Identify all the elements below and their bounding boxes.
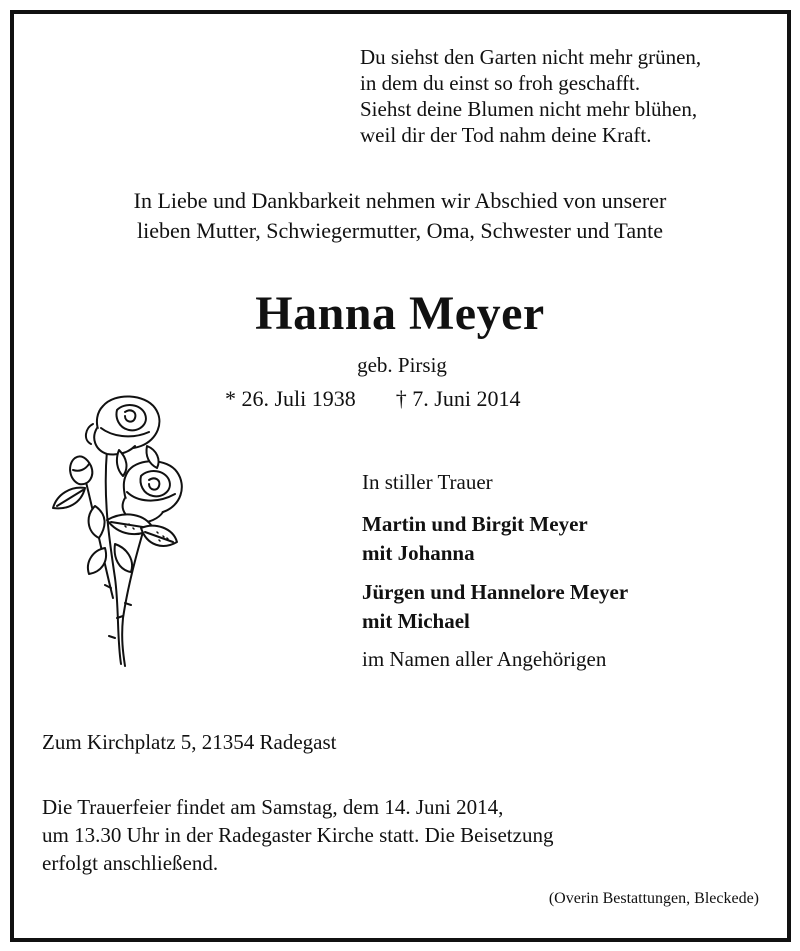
maiden-name: geb. Pirsig — [357, 353, 447, 377]
death-date: † 7. Juni 2014 — [395, 386, 521, 411]
relatives-note: im Namen aller Angehörigen — [362, 647, 607, 671]
poem-line: in dem du einst so froh geschafft. — [360, 71, 641, 95]
service-line: erfolgt anschließend. — [42, 851, 219, 875]
family-group — [362, 510, 588, 568]
poem-line: weil dir der Tod nahm deine Kraft. — [360, 123, 652, 147]
family-line: mit Michael — [362, 609, 470, 633]
service-info — [42, 793, 553, 877]
intro-line: In Liebe und Dankbarkeit nehmen wir Abschied von unserer — [133, 188, 667, 213]
birth-date: * 26. Juli 1938 — [225, 386, 356, 411]
address: Zum Kirchplatz 5, 21354 Radegast — [42, 730, 337, 754]
intro-text — [0, 186, 800, 246]
service-line: um 13.30 Uhr in der Radegaster Kirche statt. Die Beisetzung — [42, 823, 554, 847]
family-group — [362, 578, 628, 636]
family-line: Martin und Birgit Meyer — [362, 512, 588, 536]
service-line: Die Trauerfeier findet am Samstag, dem 14. Juni 2014, — [42, 795, 504, 819]
intro-line: lieben Mutter, Schwiegermutter, Oma, Schwester und Tante — [137, 218, 663, 243]
rose-icon — [45, 388, 195, 670]
poem-line: Du siehst den Garten nicht mehr grünen, — [360, 45, 702, 69]
deceased-name: Hanna Meyer — [255, 287, 545, 340]
family-line: Jürgen und Hannelore Meyer — [362, 580, 629, 604]
poem-line: Siehst deine Blumen nicht mehr blühen, — [360, 97, 698, 121]
family-line: mit Johanna — [362, 541, 475, 565]
undertaker-credit: (Overin Bestattungen, Bleckede) — [548, 890, 759, 907]
mourning-intro: In stiller Trauer — [362, 470, 493, 494]
poem — [360, 44, 701, 148]
life-dates — [225, 386, 520, 412]
